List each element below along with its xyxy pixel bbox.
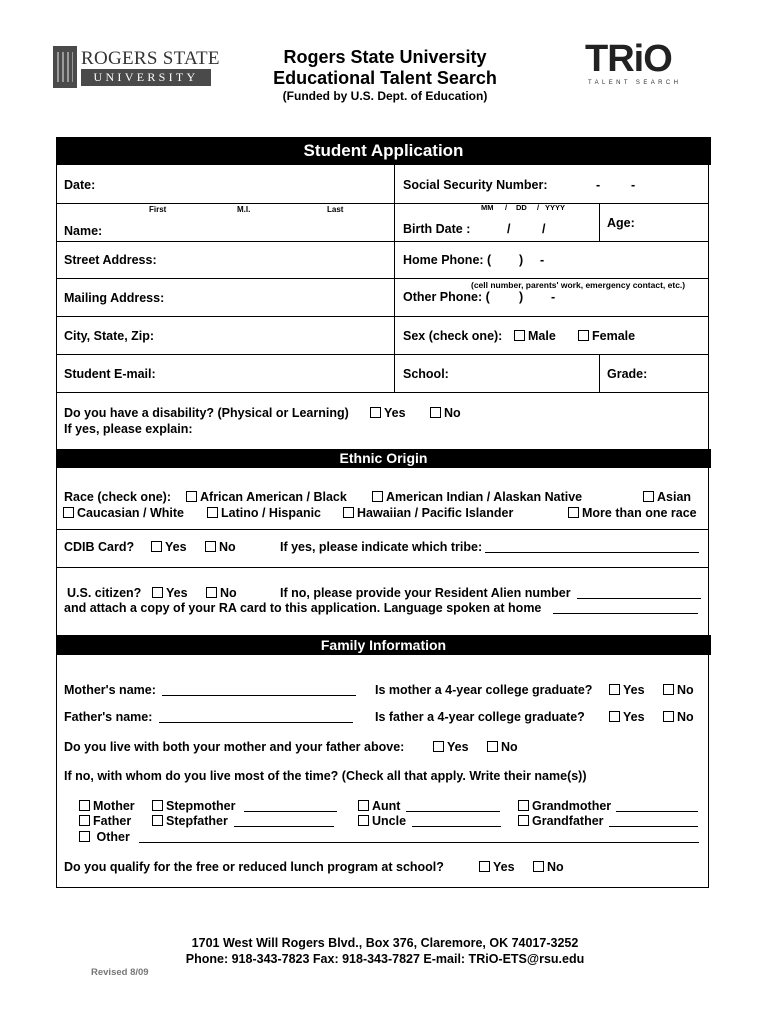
birth-date-slash: / bbox=[542, 222, 546, 236]
trio-logo-subtext: TALENT SEARCH bbox=[588, 80, 682, 86]
resident-alien-input[interactable] bbox=[577, 587, 701, 599]
mother-name-input[interactable] bbox=[162, 684, 356, 696]
disability-question: Do you have a disability? (Physical or Learning) bbox=[64, 406, 349, 420]
no-label: No bbox=[444, 406, 461, 420]
race-option[interactable] bbox=[343, 506, 513, 520]
date-label: Date: bbox=[64, 178, 96, 192]
race-option[interactable] bbox=[372, 490, 582, 504]
guardian-uncle-option[interactable] bbox=[358, 814, 406, 828]
stepmother-name-input[interactable] bbox=[244, 800, 337, 812]
disability-yes-option[interactable] bbox=[370, 406, 406, 420]
race-option-label: African American / Black bbox=[200, 490, 347, 504]
city-state-zip-label: City, State, Zip: bbox=[64, 329, 155, 343]
race-option[interactable] bbox=[186, 490, 347, 504]
lunch-question: Do you qualify for the free or reduced lunch program at school? bbox=[64, 860, 444, 874]
cdib-no-option[interactable] bbox=[205, 540, 236, 554]
citizen-yes-option[interactable] bbox=[152, 586, 188, 600]
guardian-label: Grandmother bbox=[532, 799, 612, 813]
age-divider bbox=[599, 203, 600, 241]
page-subtitle: Educational Talent Search bbox=[273, 68, 497, 88]
mother-grad-no-checkbox[interactable] bbox=[663, 684, 674, 695]
race-option-label: Caucasian / White bbox=[77, 506, 184, 520]
lunch-yes-checkbox[interactable] bbox=[479, 861, 490, 872]
guardian-label: Stepmother bbox=[166, 799, 236, 813]
guardian-checkbox[interactable] bbox=[79, 831, 90, 842]
guardian-label: Grandfather bbox=[532, 814, 604, 828]
guardian-aunt-option[interactable] bbox=[358, 799, 400, 813]
disability-yes-checkbox[interactable] bbox=[370, 407, 381, 418]
male-checkbox[interactable] bbox=[514, 330, 525, 341]
guardian-mother-option[interactable] bbox=[79, 799, 135, 813]
birth-date-slash: / bbox=[507, 222, 511, 236]
race-checkbox[interactable] bbox=[643, 491, 654, 502]
revised-date: Revised 8/09 bbox=[91, 967, 149, 978]
stepfather-name-input[interactable] bbox=[234, 815, 334, 827]
phone-dash: - bbox=[551, 290, 556, 304]
footer-address: 1701 West Will Rogers Blvd., Box 376, Claremore, OK 74017-3252 bbox=[191, 936, 579, 950]
guardian-father-option[interactable] bbox=[79, 814, 131, 828]
page-title: Rogers State University bbox=[283, 47, 487, 67]
father-name-label: Father's name: bbox=[64, 710, 153, 724]
no-label: No bbox=[547, 860, 564, 874]
race-option[interactable] bbox=[643, 490, 691, 504]
ssn-dash: - bbox=[596, 178, 601, 192]
phone-dash: - bbox=[540, 253, 545, 267]
guardian-checkbox[interactable] bbox=[358, 815, 369, 826]
dob-slash: / bbox=[537, 203, 540, 212]
ssn-dash: - bbox=[631, 178, 636, 192]
other-phone-note: (cell number, parents' work, emergency contact, etc.) bbox=[471, 280, 686, 290]
guardian-checkbox[interactable] bbox=[518, 800, 529, 811]
race-option-label: Latino / Hispanic bbox=[221, 506, 322, 520]
dob-yyyy-hint: YYYY bbox=[545, 203, 566, 212]
guardian-label: Uncle bbox=[372, 814, 407, 828]
mother-grad-question: Is mother a 4-year college graduate? bbox=[375, 683, 593, 697]
school-label: School: bbox=[403, 367, 449, 381]
trio-logo bbox=[585, 38, 695, 92]
lunch-yes-option[interactable] bbox=[479, 860, 515, 874]
guardian-checkbox[interactable] bbox=[358, 800, 369, 811]
live-both-no-checkbox[interactable] bbox=[487, 741, 498, 752]
guardian-checkbox[interactable] bbox=[152, 815, 163, 826]
tribe-input[interactable] bbox=[485, 541, 699, 553]
male-label: Male bbox=[528, 329, 556, 343]
divider bbox=[57, 316, 709, 317]
no-label: No bbox=[677, 710, 694, 724]
guardian-stepmother-option[interactable] bbox=[152, 799, 235, 813]
home-phone-label: Home Phone: ( bbox=[403, 253, 492, 267]
guardian-other-option[interactable] bbox=[79, 830, 130, 844]
sex-male-option[interactable] bbox=[514, 329, 556, 343]
yes-label: Yes bbox=[165, 540, 187, 554]
guardian-label: Stepfather bbox=[166, 814, 228, 828]
divider bbox=[57, 529, 709, 530]
citizen-yes-checkbox[interactable] bbox=[152, 587, 163, 598]
guardian-checkbox[interactable] bbox=[518, 815, 529, 826]
phone-paren: ) bbox=[519, 253, 524, 267]
birth-date-label: Birth Date : bbox=[403, 222, 471, 236]
citizen-no-option[interactable] bbox=[206, 586, 237, 600]
divider bbox=[57, 203, 709, 204]
guardian-checkbox[interactable] bbox=[79, 815, 90, 826]
mother-name-label: Mother's name: bbox=[64, 683, 156, 697]
race-option-label: Hawaiian / Pacific Islander bbox=[357, 506, 514, 520]
phone-paren: ) bbox=[519, 290, 524, 304]
divider bbox=[57, 241, 709, 242]
grade-label: Grade: bbox=[607, 367, 648, 381]
rsu-logo-bottom-text: UNIVERSITY bbox=[81, 69, 211, 86]
section-family-information: Family Information bbox=[56, 635, 711, 655]
street-address-label: Street Address: bbox=[64, 253, 157, 267]
race-checkbox[interactable] bbox=[63, 507, 74, 518]
live-both-question: Do you live with both your mother and your father above: bbox=[64, 740, 405, 754]
no-label: No bbox=[220, 586, 237, 600]
other-guardian-input[interactable] bbox=[139, 831, 699, 843]
race-option[interactable] bbox=[568, 506, 697, 520]
father-grad-no-option[interactable] bbox=[663, 710, 694, 724]
mother-grad-yes-checkbox[interactable] bbox=[609, 684, 620, 695]
mother-grad-yes-option[interactable] bbox=[609, 683, 645, 697]
tribe-label: If yes, please indicate which tribe: bbox=[280, 540, 483, 554]
section-ethnic-origin: Ethnic Origin bbox=[56, 449, 711, 468]
race-option[interactable] bbox=[63, 506, 184, 520]
guardian-label: Mother bbox=[93, 799, 135, 813]
citizen-no-checkbox[interactable] bbox=[206, 587, 217, 598]
race-checkbox[interactable] bbox=[372, 491, 383, 502]
race-checkbox[interactable] bbox=[186, 491, 197, 502]
guardian-grandfather-option[interactable] bbox=[518, 814, 604, 828]
guardian-stepfather-option[interactable] bbox=[152, 814, 228, 828]
father-grad-no-checkbox[interactable] bbox=[663, 711, 674, 722]
female-label: Female bbox=[592, 329, 636, 343]
footer-contact: Phone: 918-343-7823 Fax: 918-343-7827 E-mail: TRiO-ETS@rsu.edu bbox=[185, 952, 585, 966]
no-label: No bbox=[219, 540, 236, 554]
cdib-label: CDIB Card? bbox=[64, 540, 135, 554]
lunch-no-option[interactable] bbox=[533, 860, 564, 874]
other-phone-label: Other Phone: ( bbox=[403, 290, 490, 304]
guardian-label: Father bbox=[93, 814, 132, 828]
student-email-label: Student E-mail: bbox=[64, 367, 156, 381]
yes-label: Yes bbox=[384, 406, 406, 420]
father-grad-question: Is father a 4-year college graduate? bbox=[375, 710, 585, 724]
age-label: Age: bbox=[607, 216, 635, 230]
live-both-yes-checkbox[interactable] bbox=[433, 741, 444, 752]
divider bbox=[57, 392, 709, 393]
grade-divider bbox=[599, 354, 600, 392]
race-option-label: Asian bbox=[657, 490, 692, 504]
guardian-grandmother-option[interactable] bbox=[518, 799, 611, 813]
live-whom-question: If no, with whom do you live most of the time? (Check all that apply. Write their name(s)) bbox=[64, 769, 587, 783]
cdib-yes-option[interactable] bbox=[151, 540, 187, 554]
lunch-no-checkbox[interactable] bbox=[533, 861, 544, 872]
funding-note: (Funded by U.S. Dept. of Education) bbox=[282, 89, 488, 103]
name-first-hint: First bbox=[149, 205, 167, 214]
female-checkbox[interactable] bbox=[578, 330, 589, 341]
yes-label: Yes bbox=[493, 860, 515, 874]
no-label: No bbox=[677, 683, 694, 697]
cdib-yes-checkbox[interactable] bbox=[151, 541, 162, 552]
father-grad-yes-option[interactable] bbox=[609, 710, 645, 724]
dob-slash: / bbox=[505, 203, 508, 212]
yes-label: Yes bbox=[166, 586, 188, 600]
race-option[interactable] bbox=[207, 506, 321, 520]
disability-no-checkbox[interactable] bbox=[430, 407, 441, 418]
column-divider bbox=[394, 165, 395, 392]
father-name-input[interactable] bbox=[159, 711, 353, 723]
aunt-name-input[interactable] bbox=[406, 800, 500, 812]
divider bbox=[57, 567, 709, 568]
grandmother-name-input[interactable] bbox=[616, 800, 698, 812]
yes-label: Yes bbox=[447, 740, 469, 754]
language-input[interactable] bbox=[553, 602, 698, 614]
sex-label: Sex (check one): bbox=[403, 329, 503, 343]
rsu-logo bbox=[53, 46, 220, 88]
guardian-label: Aunt bbox=[372, 799, 401, 813]
resident-alien-label: If no, please provide your Resident Alien number bbox=[280, 586, 571, 600]
name-last-hint: Last bbox=[327, 205, 344, 214]
uncle-name-input[interactable] bbox=[412, 815, 501, 827]
yes-label: Yes bbox=[623, 710, 645, 724]
race-checkbox[interactable] bbox=[207, 507, 218, 518]
divider bbox=[57, 354, 709, 355]
name-mi-hint: M.I. bbox=[237, 205, 251, 214]
dob-mm-hint: MM bbox=[481, 203, 494, 212]
race-checkbox[interactable] bbox=[343, 507, 354, 518]
name-label: Name: bbox=[64, 224, 103, 238]
section-student-application: Student Application bbox=[56, 137, 711, 165]
guardian-checkbox[interactable] bbox=[79, 800, 90, 811]
no-label: No bbox=[501, 740, 518, 754]
guardian-checkbox[interactable] bbox=[152, 800, 163, 811]
rsu-logo-top-text: ROGERS STATE bbox=[81, 48, 220, 69]
mother-grad-no-option[interactable] bbox=[663, 683, 694, 697]
trio-logo-text: TRiO bbox=[585, 38, 672, 80]
race-option-label: American Indian / Alaskan Native bbox=[386, 490, 583, 504]
disability-explain-label: If yes, please explain: bbox=[64, 422, 193, 436]
race-option-label: More than one race bbox=[582, 506, 697, 520]
race-label: Race (check one): bbox=[64, 490, 171, 504]
disability-no-option[interactable] bbox=[430, 406, 461, 420]
dob-dd-hint: DD bbox=[516, 203, 527, 212]
cdib-no-checkbox[interactable] bbox=[205, 541, 216, 552]
grandfather-name-input[interactable] bbox=[609, 815, 698, 827]
live-both-no-option[interactable] bbox=[487, 740, 518, 754]
race-checkbox[interactable] bbox=[568, 507, 579, 518]
sex-female-option[interactable] bbox=[578, 329, 635, 343]
ra-card-label: and attach a copy of your RA card to this application. Language spoken at home bbox=[64, 601, 542, 615]
ssn-label: Social Security Number: bbox=[403, 178, 548, 192]
rsu-tower-icon bbox=[53, 46, 77, 88]
mailing-address-label: Mailing Address: bbox=[64, 291, 165, 305]
guardian-label: Other bbox=[96, 830, 130, 844]
yes-label: Yes bbox=[623, 683, 645, 697]
father-grad-yes-checkbox[interactable] bbox=[609, 711, 620, 722]
divider bbox=[57, 278, 709, 279]
citizen-label: U.S. citizen? bbox=[67, 586, 142, 600]
live-both-yes-option[interactable] bbox=[433, 740, 469, 754]
